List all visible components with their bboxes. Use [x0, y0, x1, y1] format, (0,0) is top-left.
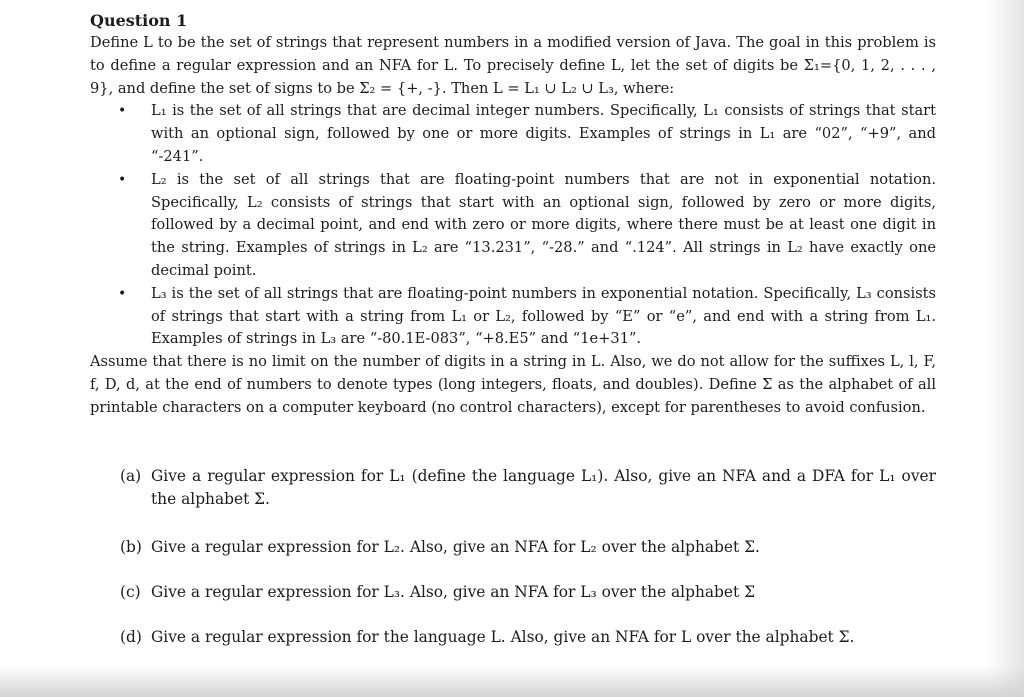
part-text: Give a regular expression for L₂. Also, give an NFA for L₂ over the alphabet Σ. — [151, 538, 760, 556]
part-text: Give a regular expression for the language L. Also, give an NFA for L over the alphabet Σ. — [151, 628, 855, 646]
part-label: (d) — [120, 628, 142, 646]
definition-l1: L₁ is the set of all strings that are decimal integer numbers. Specifically, L₁ consists of strings that start with an optional sign, followed by one or more digits. Examples of strings in L₁ are “02”, “+9”, and “-241”. — [151, 102, 936, 165]
part-a — [120, 465, 936, 511]
part-text: Give a regular expression for L₁ (define the language L₁). Also, give an NFA and a DFA for L₁ over the alphabet Σ. — [151, 467, 936, 508]
bullet-icon: • — [118, 103, 127, 120]
part-label: (c) — [120, 583, 141, 601]
page-edge-shadow-bottom — [0, 665, 1024, 697]
definition-l2: L₂ is the set of all strings that are floating-point numbers that are not in exponential notation. Specifically, L₂ consists of strings that start with an optional sign, followed by zero or more digits, followed by a decimal point, and end with zero or more digits, where there must be at least one digit in the string. Examples of strings in L₂ are “13.231”, “-28.” and “.124”. All strings in L₂ have exactly one decimal point. — [151, 170, 936, 279]
part-b — [120, 536, 936, 559]
list-item-l1 — [90, 100, 936, 168]
question-title: Question 1 — [90, 11, 188, 30]
definition-l3: L₃ is the set of all strings that are floating-point numbers in exponential notation. Specifically, L₃ consists of strings that start with a string from L₁ or L₂, followed by “E” or “e”, and end with a string from L₁. Examples of strings in L₃ are “-80.1E-083”, “+8.E5” and “1e+31”. — [151, 284, 936, 348]
question-intro: Define L to be the set of strings that represent numbers in a modified version of Java. The goal in this problem is to define a regular expression and an NFA for L. To precisely define L, let the set of digits be Σ₁={0, 1, 2, . . . , 9}, and define the set of signs to be Σ₂ = {+, -}. Then L = L₁ ∪ L₂ ∪ L₃, where: — [90, 34, 936, 97]
list-item-l3 — [90, 283, 936, 351]
language-definitions-list — [90, 100, 936, 351]
bullet-icon: • — [118, 285, 127, 302]
list-item-l2 — [90, 169, 936, 283]
question-closing: Assume that there is no limit on the number of digits in a string in L. Also, we do not allow for the suffixes L, l, F, f, D, d, at the end of numbers to denote types (long integers, floats, and doubles). Define Σ as the alphabet of all printable characters on a computer keyboard (no control characters), except for parentheses to avoid confusion. — [90, 353, 936, 416]
part-text: Give a regular expression for L₃. Also, give an NFA for L₃ over the alphabet Σ — [151, 583, 755, 601]
part-label: (a) — [120, 467, 142, 485]
page-edge-shadow-right — [988, 0, 1024, 697]
part-d — [120, 626, 936, 649]
bullet-icon: • — [118, 171, 127, 188]
question-body — [90, 10, 936, 420]
part-label: (b) — [120, 538, 142, 556]
part-c — [120, 581, 936, 604]
